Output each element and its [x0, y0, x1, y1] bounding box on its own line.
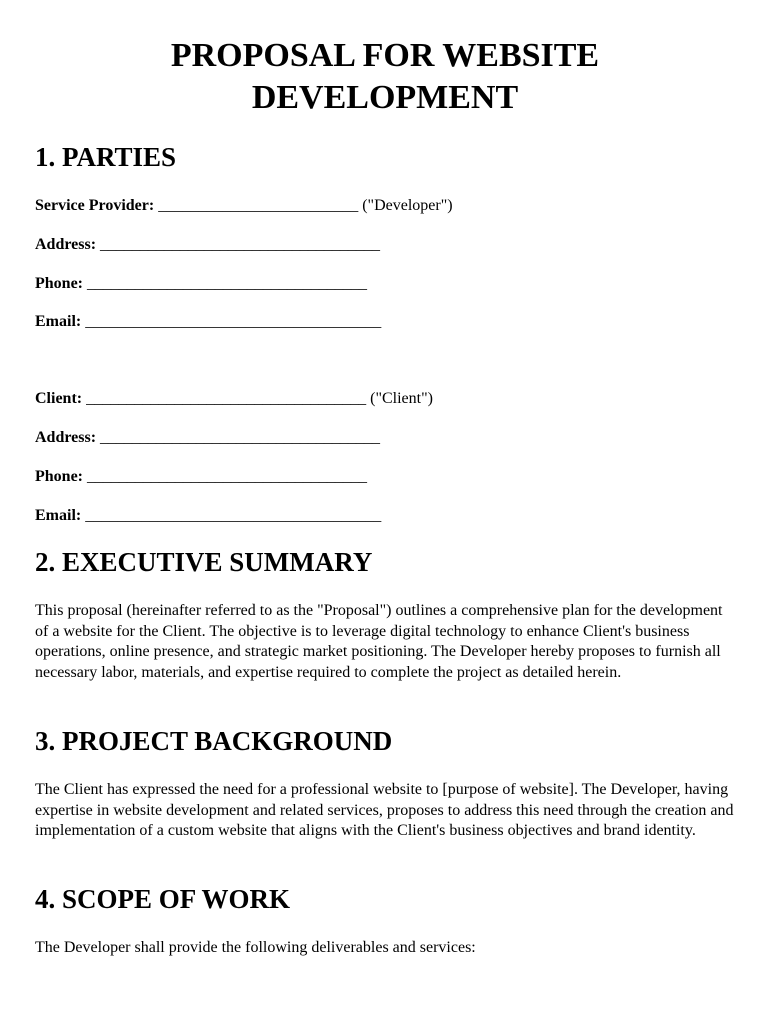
- provider-address-blank: ___________________________________: [100, 236, 381, 253]
- executive-summary-paragraph: This proposal (hereinafter referred to as the "Proposal") outlines a comprehensive plan for the development of a website for the Client. The objective is to leverage digital technology to enhance Client's business operations, online presence, and strategic market positioning. The Developer hereby proposes to furnish all necessary labor, materials, and expertise required to complete the project as detailed herein.: [35, 602, 723, 681]
- provider-phone-blank: ___________________________________: [87, 275, 367, 292]
- provider-phone-label: Phone:: [35, 275, 83, 292]
- service-provider-label: Service Provider:: [35, 197, 155, 214]
- service-provider-suffix: ("Developer"): [362, 197, 453, 214]
- document-title-line-2: DEVELOPMENT: [251, 79, 519, 116]
- client-label: Client:: [35, 390, 83, 407]
- client-phone-blank: ___________________________________: [87, 468, 367, 485]
- client-address-label: Address:: [35, 429, 97, 446]
- client-blank: ___________________________________: [86, 390, 367, 407]
- project-background-paragraph: The Client has expressed the need for a professional website to [purpose of website]. The Developer, having expertise in website development and related services, proposes to address this need through the creation and implementation of a custom website that aligns with the Client's business objectives and brand identity.: [35, 781, 734, 840]
- section-heading-project-background: 3. PROJECT BACKGROUND: [35, 726, 393, 756]
- section-heading-executive-summary: 2. EXECUTIVE SUMMARY: [35, 547, 373, 577]
- client-address-field: [35, 428, 380, 448]
- client-address-blank: ___________________________________: [100, 429, 381, 446]
- client-email-blank: _____________________________________: [85, 507, 382, 524]
- document-title-line-1: PROPOSAL FOR WEBSITE: [170, 37, 600, 74]
- section-heading-parties: 1. PARTIES: [35, 142, 177, 172]
- provider-email-label: Email:: [35, 313, 82, 330]
- section-heading-scope-of-work: 4. SCOPE OF WORK: [35, 884, 291, 914]
- client-email-label: Email:: [35, 507, 82, 524]
- provider-address-label: Address:: [35, 236, 97, 253]
- client-field: [35, 389, 433, 409]
- client-phone-label: Phone:: [35, 468, 83, 485]
- client-email-field: [35, 506, 381, 526]
- provider-email-field: [35, 312, 381, 332]
- client-suffix: ("Client"): [370, 390, 433, 407]
- client-phone-field: [35, 467, 367, 487]
- provider-email-blank: _____________________________________: [85, 313, 382, 330]
- provider-address-field: [35, 235, 380, 255]
- service-provider-field: [35, 196, 453, 216]
- service-provider-blank: _________________________: [158, 197, 359, 214]
- scope-of-work-paragraph: The Developer shall provide the following deliverables and services:: [35, 939, 476, 956]
- provider-phone-field: [35, 274, 367, 294]
